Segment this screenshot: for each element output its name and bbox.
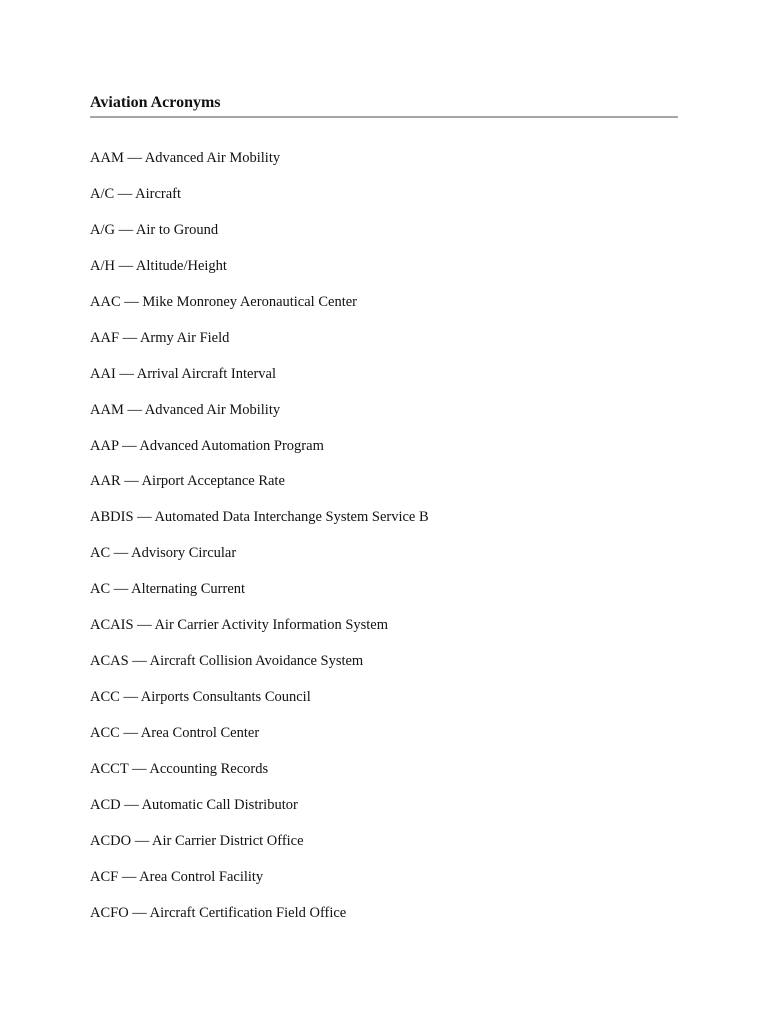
acronym-entry: A/H — Altitude/Height [90,257,227,274]
acronym-entry: AC — Alternating Current [90,581,246,598]
acronym-entry: AAF — Army Air Field [90,329,230,346]
acronym-entry: ACCT — Accounting Records [90,760,269,777]
acronym-entry: ACDO — Air Carrier District Office [90,832,304,849]
acronym-entry: ACF — Area Control Facility [90,868,264,885]
document-heading [90,94,678,118]
acronym-entry: ACAIS — Air Carrier Activity Information System [90,617,389,634]
acronym-entry: ABDIS — Automated Data Interchange System Service B [90,509,429,526]
acronym-entry: AAP — Advanced Automation Program [90,437,324,454]
acronym-entry: ACD — Automatic Call Distributor [90,796,298,813]
acronym-entry: AAI — Arrival Aircraft Interval [90,365,277,382]
acronym-entry: ACC — Area Control Center [90,725,260,741]
acronym-entry: ACFO — Aircraft Certification Field Office [90,904,347,921]
acronym-entry: AAM — Advanced Air Mobility [90,401,281,418]
acronym-entry: AAR — Airport Acceptance Rate [90,473,285,490]
acronym-entry: AAC — Mike Monroney Aeronautical Center [90,293,357,310]
acronym-entry: AC — Advisory Circular [90,545,237,562]
acronym-entry: ACC — Airports Consultants Council [90,689,311,706]
acronym-entry: ACAS — Aircraft Collision Avoidance System [90,653,364,670]
page-title: Aviation Acronyms [90,94,221,111]
acronym-entry: A/G — Air to Ground [90,221,219,238]
acronym-list [90,149,690,940]
acronym-entry: AAM — Advanced Air Mobility [90,150,281,166]
acronym-entry: A/C — Aircraft [90,185,182,202]
